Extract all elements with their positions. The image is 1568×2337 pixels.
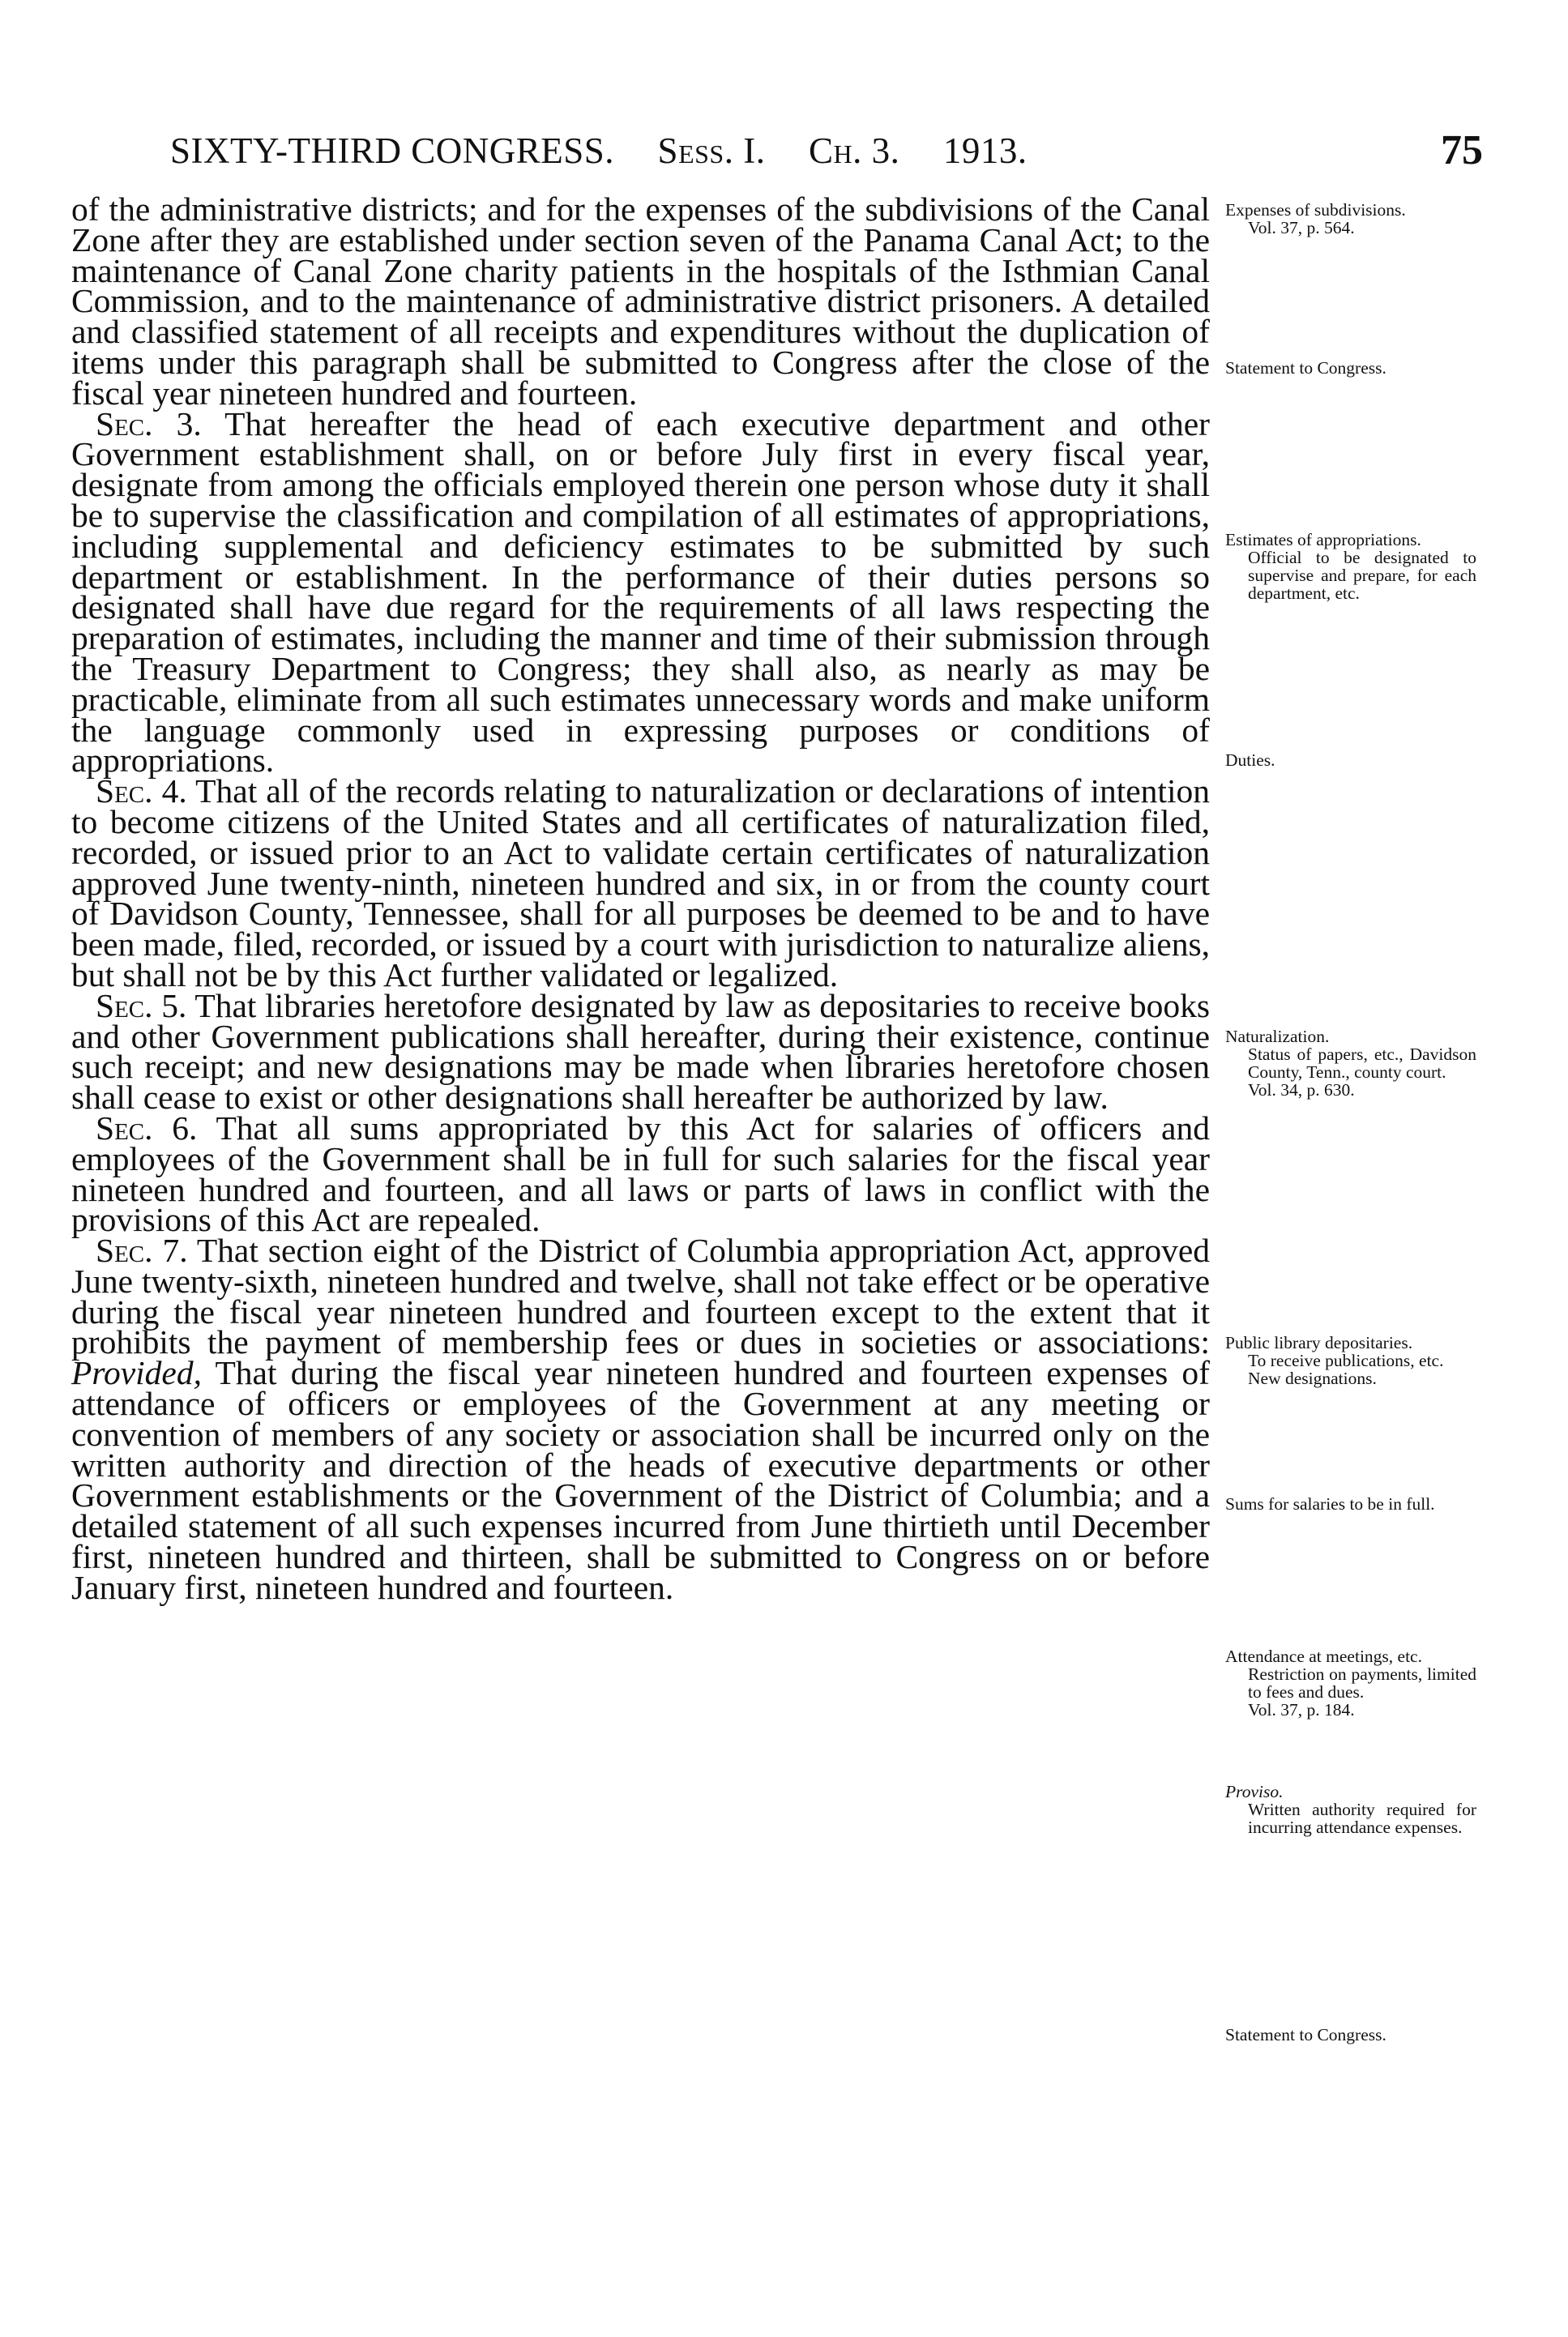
section-label: Sec. 4. — [96, 772, 187, 810]
margin-note-estimates: Estimates of appropriations. Official to be designated to supervise and prepare, for each department, etc. — [1225, 530, 1476, 603]
header-title: SIXTY-THIRD CONGRESS. — [170, 130, 615, 171]
section-6: Sec. 6. That all sums appropriated by this Act for salaries of officers and employees of the Government shall be in full for such salaries for the fiscal year nineteen hundred and fourteen, and all laws or parts of laws in conflict with the provisions of this Act are repealed. — [71, 1109, 1210, 1239]
margin-note-statement-to-congress: Statement to Congress. — [1225, 358, 1386, 378]
margin-note-duties: Duties. — [1225, 750, 1275, 770]
margin-note-attendance: Attendance at meetings, etc. Restriction on payments, limited to fees and dues. Vol. 37, p. 184. — [1225, 1647, 1476, 1720]
section-7: Sec. 7. That section eight of the District of Columbia appropriation Act, approved June twenty-sixth, nineteen hundred and twelve, shall not take effect or be operative during the fiscal year nineteen hundred and fourteen except to the extent that it prohibits the payment of membership fees or dues in societies or associations: Provided, That during the fiscal year nineteen hundred and fourteen expenses of attendance of officers or employees of the Government at any meeting or convention of members of any society or association shall be incurred only on the written authority and direction of the heads of executive departments or other Government establishments or the Government of the District of Columbia; and a detailed statement of all such expenses incurred from June thirtieth until December first, nineteen hundred and thirteen, shall be submitted to Congress on or before January first, nineteen hundred and fourteen. — [71, 1232, 1210, 1606]
margin-note-library-depositaries: Public library depositaries. To receive publications, etc. New designations. — [1225, 1333, 1444, 1388]
header-session: Sess. I. — [657, 130, 766, 171]
margin-note-expenses-subdivisions: Expenses of subdivisions. Vol. 37, p. 564. — [1225, 200, 1406, 237]
section-label: Sec. 3. — [96, 404, 202, 442]
header-chapter: Ch. 3. — [808, 130, 900, 171]
section-5: Sec. 5. That libraries heretofore designated by law as depositaries to receive books and other Government publications shall hereafter, during their existence, continue such receipt; and new designations may be made when libraries heretofore chosen shall cease to exist or other designations shall hereafter be authorized by law. — [71, 986, 1211, 1117]
margin-note-naturalization: Naturalization. Status of papers, etc., Davidson County, Tenn., county court. Vol. 34, p. 630. — [1225, 1027, 1476, 1100]
margin-note-proviso: Proviso. Written authority required for incurring attendance expenses. — [1225, 1782, 1476, 1837]
section-3: Sec. 3. That hereafter the head of each executive department and other Government establishment shall, on or before July first in every fiscal year, designate from among the officials employed therein one person whose duty it shall be to supervise the classification and compilation of all estimates of appropriations, including supplemental and deficiency estimates to be submitted by such department or establishment. In the performance of their duties persons so designated shall have due regard for the requirements of all laws respecting the preparation of estimates, including the manner and time of their submission through the Treasury Department to Congress; they shall also, as nearly as may be practicable, eliminate from all such estimates unnecessary words and make uniform the language commonly used in expressing purposes or conditions of appropriations. — [71, 404, 1210, 780]
section-label: Sec. 6. — [96, 1109, 198, 1147]
proviso-word: Provided, — [71, 1354, 202, 1392]
section-label: Sec. 7. — [96, 1232, 188, 1270]
running-header — [170, 127, 1483, 186]
page-number: 75 — [1441, 127, 1483, 173]
paragraph-continuation: of the administrative districts; and for the expenses of the subdivisions of the Canal Zone after they are established under section seven of the Panama Canal Act; to the maintenance of Canal Zone charity patients in the hospitals of the Isthmian Canal Commission, and to the maintenance of administrative district prisoners. A detailed and classified statement of all receipts and expenditures without the duplication of items under this paragraph shall be submitted to Congress after the close of the fiscal year nineteen hundred and fourteen. — [71, 190, 1210, 412]
section-4: Sec. 4. That all of the records relating to naturalization or declarations of intention to become citizens of the United States and all certificates of naturalization filed, recorded, or issued prior to an Act to validate certain certificates of naturalization approved June twenty-ninth, nineteen hundred and six, in or from the county court of Davidson County, Tennessee, shall for all purposes be deemed to be and to have been made, filed, recorded, or issued by a court with jurisdiction to naturalize aliens, but shall not be by this Act further validated or legalized. — [71, 772, 1210, 993]
header-year: 1913. — [942, 130, 1028, 171]
margin-note-sums-for-salaries: Sums for salaries to be in full. — [1225, 1494, 1435, 1514]
statute-body — [71, 190, 1211, 1606]
header-line — [170, 130, 1028, 172]
section-label: Sec. 5. — [96, 986, 187, 1024]
margin-note-statement-to-congress-2: Statement to Congress. — [1225, 2025, 1386, 2044]
